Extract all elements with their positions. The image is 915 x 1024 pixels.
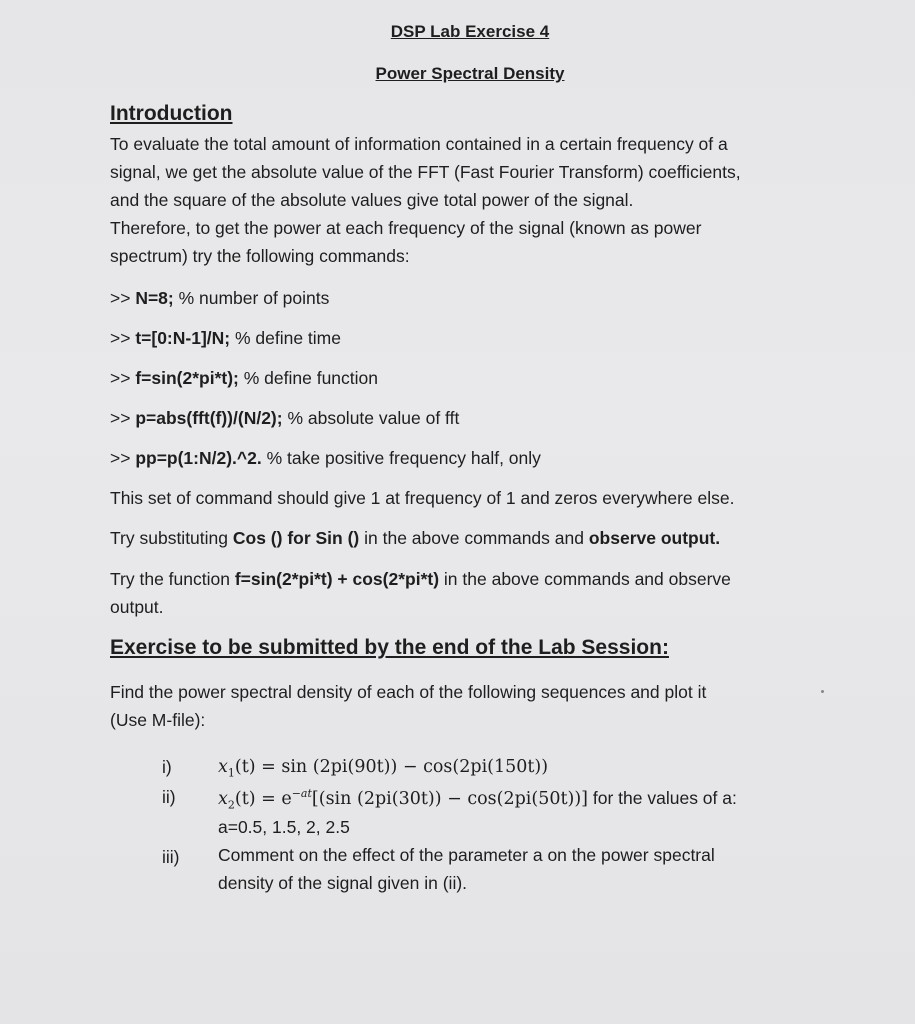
command-code: t=[0:N-1]/N; <box>135 328 231 348</box>
note-bold: f=sin(2*pi*t) + cos(2*pi*t) <box>234 569 440 589</box>
command-prompt: >> <box>110 408 136 428</box>
introduction-paragraph <box>110 130 830 270</box>
note-text: Try the function <box>110 569 235 589</box>
command-line <box>110 406 459 430</box>
equation-x1 <box>218 757 549 780</box>
eq-rest: (t) = sin (2pi(90t)) − cos(2pi(150t)) <box>234 757 549 777</box>
document-title: DSP Lab Exercise 4 <box>390 22 550 41</box>
exercise-intro-line: (Use M-file): <box>110 710 206 730</box>
note-text: in the above commands and observe <box>439 569 731 589</box>
eq-rest: [(sin (2pi(30t)) − cos(2pi(50t))] <box>311 789 589 809</box>
command-line <box>110 326 341 350</box>
intro-line: To evaluate the total amount of information contained in a certain frequency of a <box>110 134 728 154</box>
eq-var: x <box>218 757 228 777</box>
command-prompt: >> <box>110 448 136 468</box>
item-text: Comment on the effect of the parameter a on the power spectral <box>218 845 715 865</box>
command-comment: % define time <box>230 328 341 348</box>
introduction-heading: Introduction <box>110 102 233 125</box>
item-tail: for the values of a: <box>588 788 737 808</box>
command-comment: % define function <box>238 368 378 388</box>
item-label: ii) <box>162 787 176 807</box>
eq-mid: (t) = e <box>234 789 292 809</box>
note-substitute <box>110 524 830 552</box>
intro-line: and the square of the absolute values give total power of the signal. <box>110 190 634 210</box>
command-line <box>110 446 541 470</box>
item-label: i) <box>162 757 172 777</box>
equation-x2 <box>218 787 589 812</box>
exercise-heading: Exercise to be submitted by the end of the Lab Session: <box>110 636 669 659</box>
note-try-function <box>110 565 830 621</box>
command-comment: % number of points <box>173 288 330 308</box>
intro-line: signal, we get the absolute value of the FFT (Fast Fourier Transform) coefficients, <box>110 162 741 182</box>
command-prompt: >> <box>110 288 136 308</box>
note-text: Try substituting <box>110 528 233 548</box>
eq-sub: 1 <box>227 766 235 780</box>
command-comment: % take positive frequency half, only <box>261 448 541 468</box>
note-text: output. <box>110 597 164 617</box>
command-code: f=sin(2*pi*t); <box>135 368 239 388</box>
command-prompt: >> <box>110 368 136 388</box>
exercise-intro <box>110 678 830 734</box>
eq-var: x <box>218 789 228 809</box>
document-subtitle: Power Spectral Density <box>375 64 565 83</box>
command-code: N=8; <box>135 288 174 308</box>
command-code: p=abs(fft(f))/(N/2); <box>135 408 283 428</box>
exercise-item-2 <box>218 784 838 841</box>
item-text: density of the signal given in (ii). <box>218 873 468 893</box>
command-code: pp=p(1:N/2).^2. <box>135 448 262 468</box>
item-values: a=0.5, 1.5, 2, 2.5 <box>218 817 350 837</box>
command-prompt: >> <box>110 328 136 348</box>
exercise-item-3 <box>218 841 838 897</box>
command-line <box>110 286 329 310</box>
exercise-item-1 <box>218 752 838 781</box>
intro-line: spectrum) try the following commands: <box>110 246 410 266</box>
speck <box>821 690 824 693</box>
note-text: in the above commands and <box>359 528 589 548</box>
eq-sup: −at <box>291 787 312 801</box>
eq-sub: 2 <box>227 798 235 812</box>
item-label: iii) <box>162 847 180 867</box>
note-expected-output: This set of command should give 1 at frequency of 1 and zeros everywhere else. <box>110 488 735 508</box>
command-line <box>110 366 378 390</box>
command-comment: % absolute value of fft <box>282 408 460 428</box>
exercise-intro-line: Find the power spectral density of each of the following sequences and plot it <box>110 682 707 702</box>
note-bold: Cos () for Sin () <box>232 528 360 548</box>
intro-line: Therefore, to get the power at each frequency of the signal (known as power <box>110 218 702 238</box>
note-bold: observe output. <box>588 528 721 548</box>
